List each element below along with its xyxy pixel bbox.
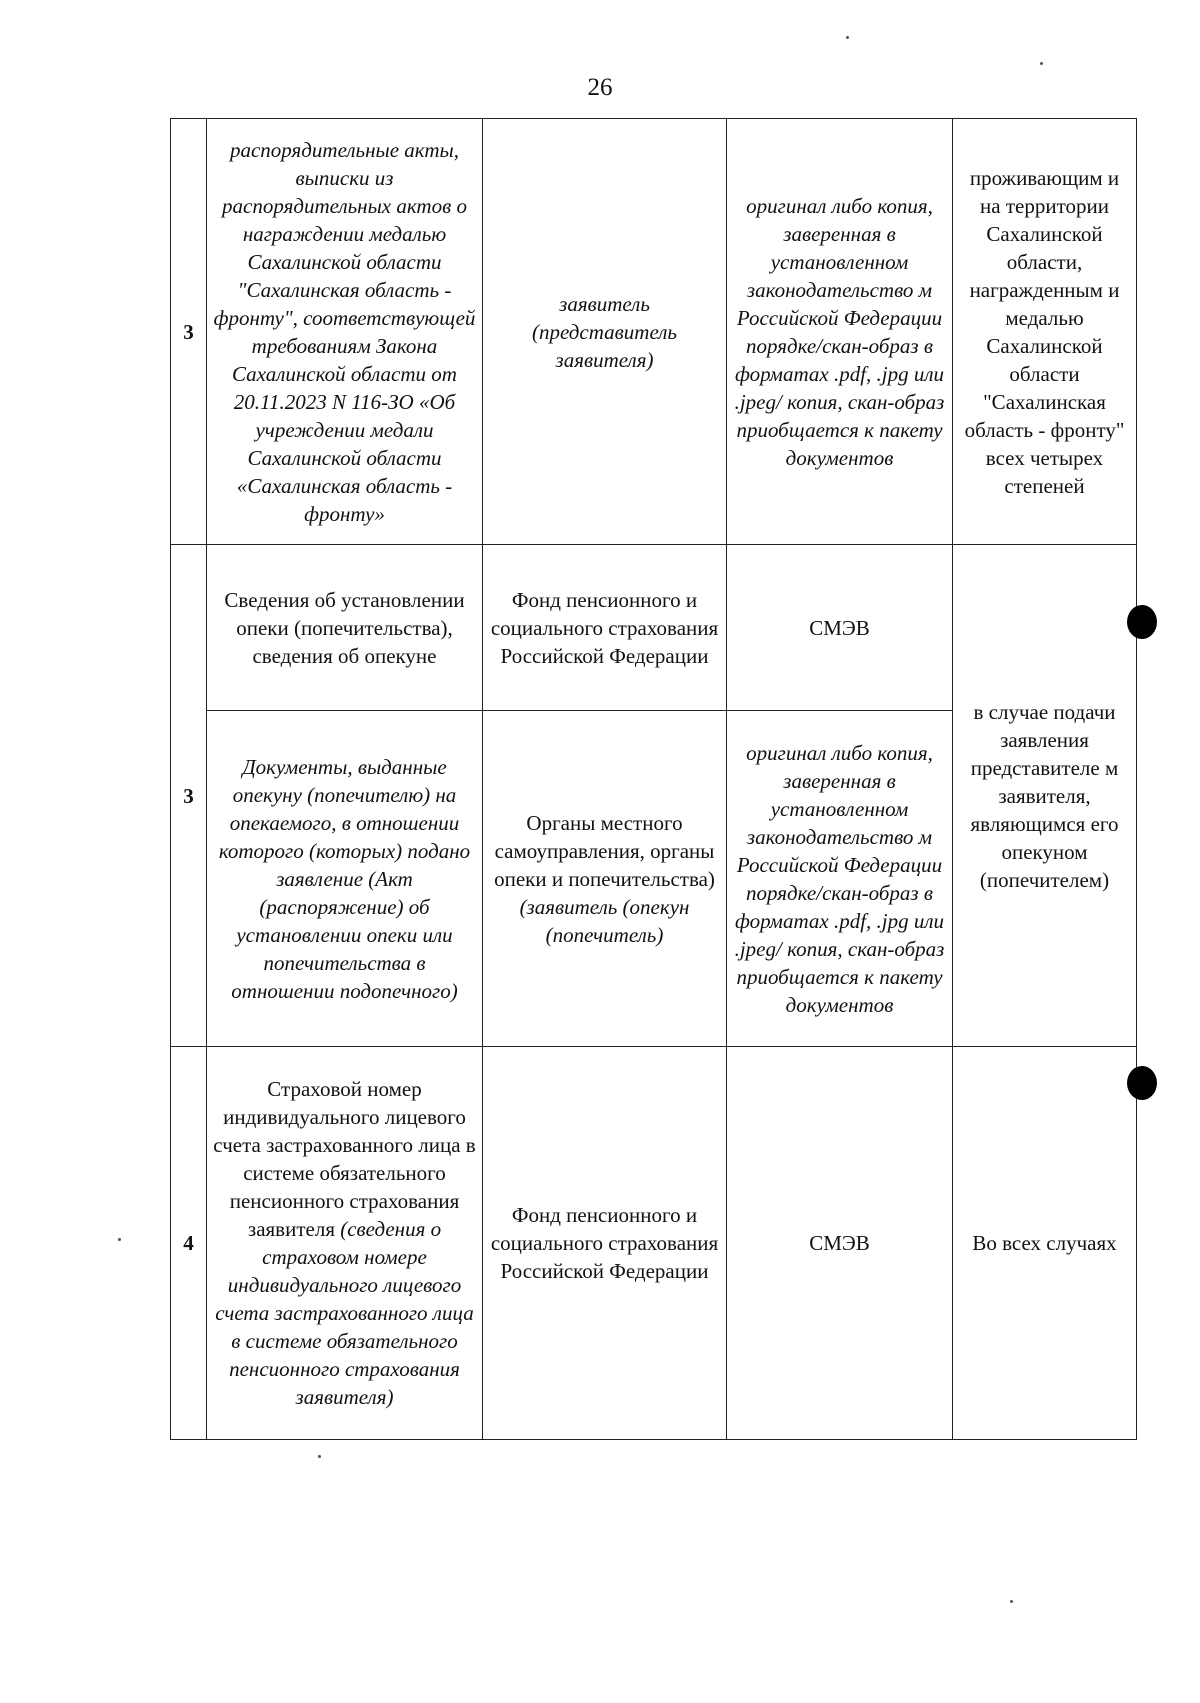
scan-speck: [846, 36, 849, 39]
document-name-cell: распорядительные акты, выписки из распорядительных актов о награждении медалью Сахалинской области "Сахалинская область - фронту", соответствующей требованиям Закона Сахалинской области от 20.11.2023 N 116-ЗО «Об учреждении медали Сахалинской области «Сахалинская область - фронту»: [207, 119, 483, 545]
scan-speck: [318, 1455, 321, 1458]
table-row: [171, 545, 1137, 711]
punch-hole: [1127, 1066, 1157, 1100]
table-row: [171, 1047, 1137, 1440]
scan-speck: [1040, 62, 1043, 65]
punch-hole: [1127, 605, 1157, 639]
page-number: 26: [587, 74, 613, 101]
scan-speck: [1010, 1600, 1013, 1603]
source-main-text: Органы местного самоуправления, органы опеки и попечительства): [494, 810, 715, 891]
document-form-cell: оригинал либо копия, заверенная в установленном законодательство м Российской Федерации порядке/скан-образ в форматах .pdf, .jpg или .jpeg/ копия, скан-образ приобщается к пакету документов: [727, 711, 953, 1047]
source-note-text: (заявитель (опекун (попечитель): [519, 894, 690, 947]
table-row: [171, 119, 1137, 545]
row-number: 3: [171, 545, 207, 1047]
condition-cell: Во всех случаях: [953, 1047, 1137, 1440]
document-source-cell: Фонд пенсионного и социального страхования Российской Федерации: [483, 1047, 727, 1440]
document-main-text: Страховой номер индивидуального лицевого счета застрахованного лица в системе обязательного пенсионного страхования заявителя: [213, 1077, 476, 1241]
document-name-cell: [207, 1047, 483, 1440]
document-name-cell: Документы, выданные опекуну (попечителю) на опекаемого, в отношении которого (которых) подано заявление (Акт (распоряжение) об установлении опеки или попечительства в отношении подопечного): [207, 711, 483, 1047]
document-form-cell: оригинал либо копия, заверенная в установленном законодательство м Российской Федерации порядке/скан-образ в форматах .pdf, .jpg или .jpeg/ копия, скан-образ приобщается к пакету документов: [727, 119, 953, 545]
documents-table: [170, 118, 1137, 1440]
document-source-cell: [483, 711, 727, 1047]
row-number: 3: [171, 119, 207, 545]
condition-cell: в случае подачи заявления представителе м заявителя, являющимся его опекуном (попечителем): [953, 545, 1137, 1047]
document-form-cell: СМЭВ: [727, 1047, 953, 1440]
document-name-cell: Сведения об установлении опеки (попечительства), сведения об опекуне: [207, 545, 483, 711]
row-number: 4: [171, 1047, 207, 1440]
document-source-cell: заявитель (представитель заявителя): [483, 119, 727, 545]
condition-cell: проживающим и на территории Сахалинской области, награжденным и медалью Сахалинской области "Сахалинская область - фронту" всех четырех степеней: [953, 119, 1137, 545]
document-source-cell: Фонд пенсионного и социального страхования Российской Федерации: [483, 545, 727, 711]
document-note-text: (сведения о страховом номере индивидуального лицевого счета застрахованного лица в системе обязательного пенсионного страхования заявителя): [215, 1217, 474, 1409]
scan-speck: [118, 1238, 121, 1241]
document-form-cell: СМЭВ: [727, 545, 953, 711]
